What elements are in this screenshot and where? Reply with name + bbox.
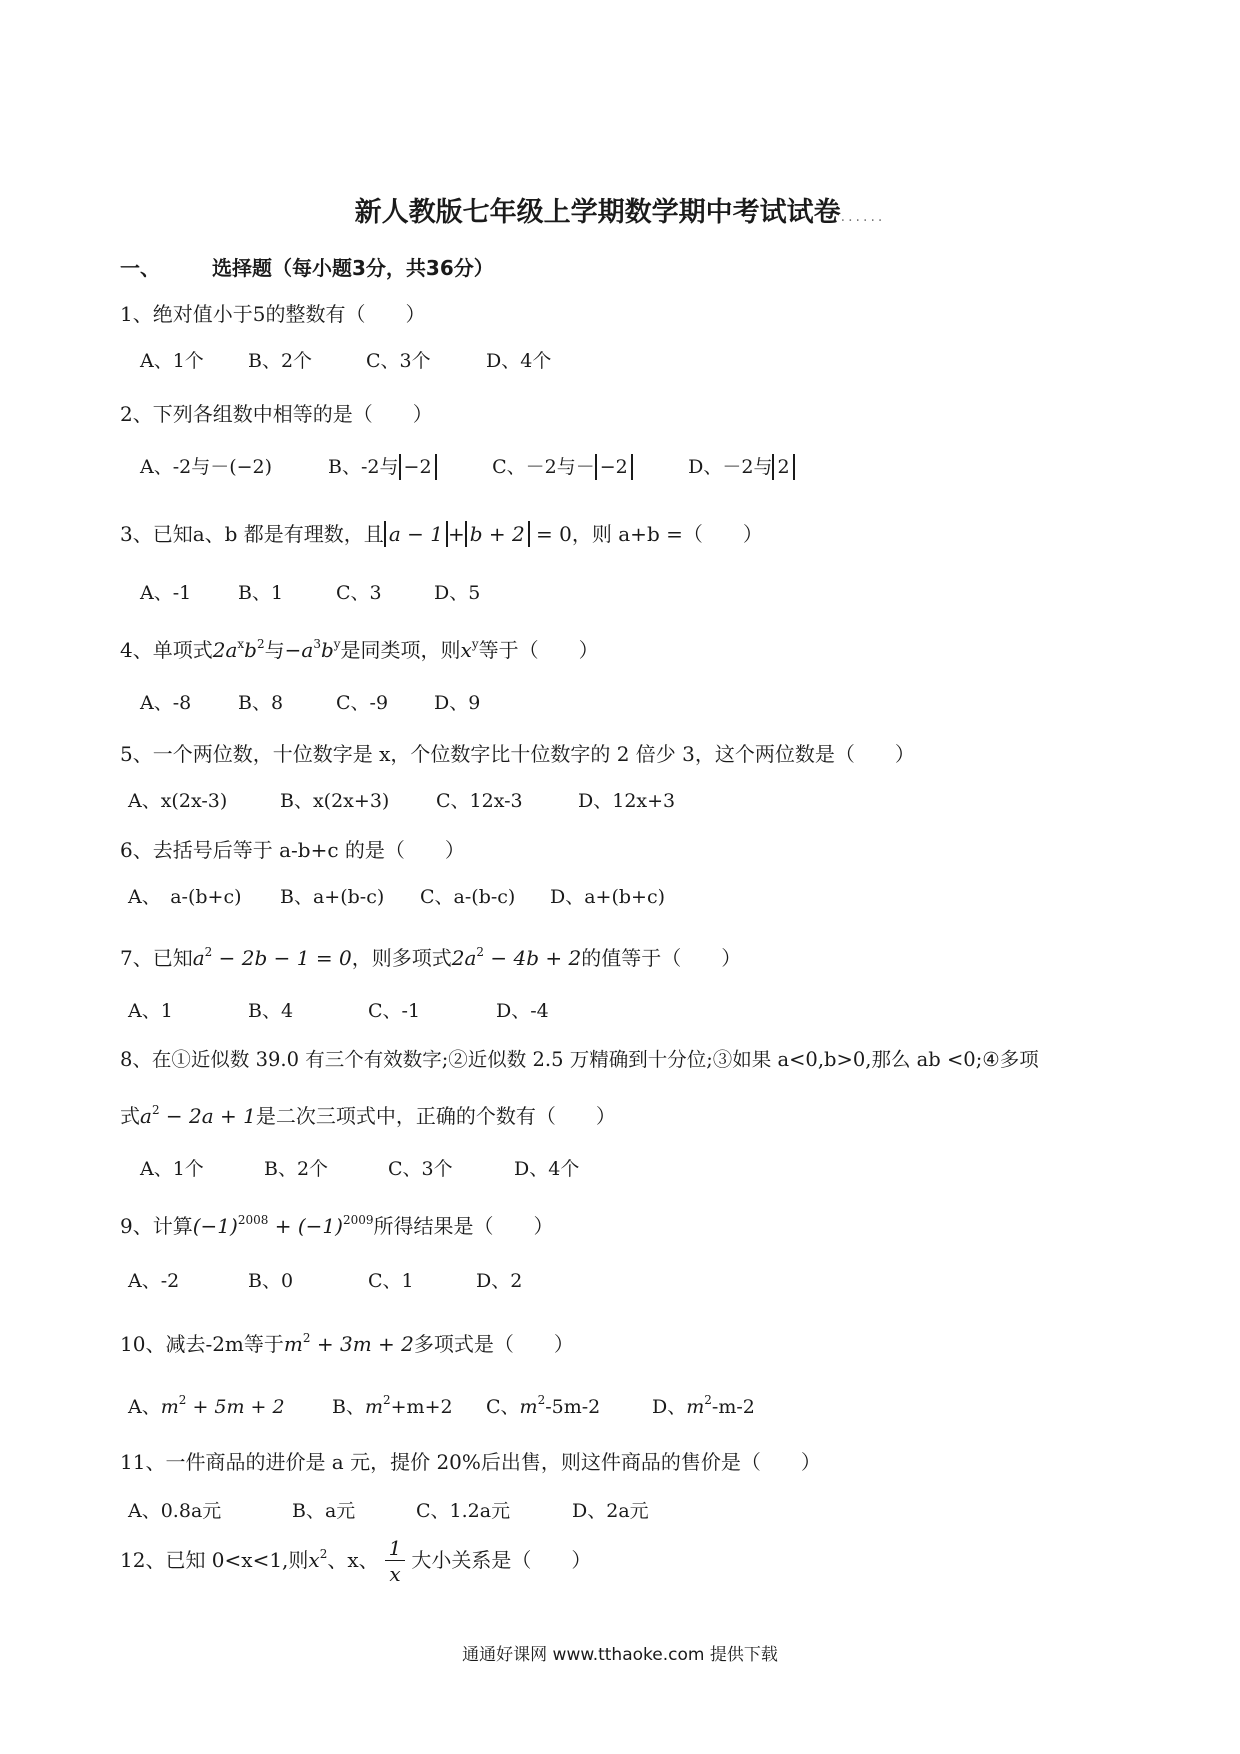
- q9-option-a: A、-2: [128, 1270, 180, 1292]
- q4-term-1-exp: x: [237, 637, 245, 651]
- q10-option-d: [652, 1392, 755, 1419]
- q3-pre: 3、已知a、b 都是有理数，且: [120, 522, 384, 546]
- q3-options: [140, 578, 480, 605]
- q2-option-b: [328, 452, 486, 480]
- q1-options: [140, 346, 551, 373]
- q4-term-1: [213, 638, 265, 662]
- q9-exp-1: 2008: [237, 1213, 269, 1227]
- q9-option-c: C、1: [368, 1270, 414, 1292]
- q5-options: [128, 786, 675, 813]
- q9-option-b: B、0: [248, 1270, 294, 1292]
- q8-poly-exp: 2: [151, 1103, 160, 1117]
- q4-term-1-b-exp: 2: [256, 637, 265, 651]
- section-number: 一、: [120, 256, 160, 280]
- q10-option-a: [128, 1392, 332, 1419]
- q10-option-c-label: C、: [486, 1396, 520, 1418]
- q9-post: 所得结果是（ ）: [373, 1214, 554, 1238]
- q10-option-c: [486, 1392, 652, 1419]
- q10-option-a-label: A、: [128, 1396, 161, 1418]
- q1-option-d: D、4个: [486, 350, 552, 372]
- q7-option-c: C、-1: [368, 1000, 421, 1022]
- q4-option-b: B、8: [238, 692, 284, 714]
- q2-option-a: A、-2与－(−2): [140, 456, 273, 478]
- q4-option-a: A、-8: [140, 692, 192, 714]
- q11-option-d: D、2a元: [572, 1500, 649, 1522]
- q2-option-d: [688, 452, 794, 480]
- q7-option-b: B、4: [248, 1000, 294, 1022]
- title-text: 新人教版七年级上学期数学期中考试试卷: [354, 197, 841, 228]
- q8-option-a: A、1个: [140, 1158, 204, 1180]
- q10-poly-exp: 2: [302, 1331, 311, 1345]
- q5-option-b: B、x(2x+3): [280, 790, 390, 812]
- q7-poly-rest: − 4b + 2: [484, 946, 582, 970]
- q10-poly-m: m: [283, 1332, 303, 1356]
- q7-eq-a: a: [192, 946, 205, 970]
- q2-option-d-abs: 2: [772, 454, 794, 480]
- q4-term-2-b-exp: y: [333, 637, 341, 651]
- q2-option-c: [492, 452, 682, 480]
- q8-pre: 式: [120, 1104, 140, 1128]
- q12-mid: 、x、: [327, 1548, 379, 1572]
- q9-plus: +: [268, 1214, 298, 1238]
- q10-option-b-exp: 2: [383, 1393, 391, 1407]
- q8-poly-a: a: [140, 1104, 152, 1128]
- q5-option-a: A、x(2x-3): [128, 790, 228, 812]
- q10-polynomial: [284, 1332, 414, 1356]
- q7-poly-exp: 2: [476, 945, 485, 959]
- q7-option-d: D、-4: [496, 1000, 549, 1022]
- q7-mid: ，则多项式: [351, 946, 452, 970]
- q10-option-c-exp: 2: [537, 1393, 546, 1407]
- q4-power-base: x: [460, 638, 472, 662]
- q10-option-c-rest: -5m-2: [545, 1396, 601, 1418]
- q4-options: [140, 688, 480, 715]
- q10-options: [128, 1392, 755, 1419]
- q8-post: 是二次三项式中，正确的个数有（ ）: [255, 1104, 616, 1128]
- q7-equation: [193, 946, 352, 970]
- q9-pre: 9、计算: [120, 1214, 193, 1238]
- question-2: [120, 398, 433, 427]
- q7-poly-a: 2a: [451, 946, 477, 970]
- q3-option-b: B、1: [238, 582, 284, 604]
- q3-post: = 0，则 a+b =（ ）: [529, 522, 763, 546]
- q10-poly-rest: + 3m + 2: [310, 1332, 414, 1356]
- question-10: [120, 1328, 574, 1357]
- q4-term-1-b: b: [244, 638, 257, 662]
- q6-option-d: D、a+(b+c): [550, 886, 666, 908]
- q1-option-a: A、1个: [140, 350, 204, 372]
- q2-option-b-abs: −2: [399, 454, 437, 480]
- q10-option-b-rest: +m+2: [390, 1396, 453, 1418]
- question-11: [120, 1446, 821, 1475]
- q6-option-c: C、a-(b-c): [420, 886, 516, 908]
- q11-option-c: C、1.2a元: [416, 1500, 511, 1522]
- q10-option-d-label: D、: [652, 1396, 687, 1418]
- q9-expression: [193, 1214, 374, 1238]
- q11-options: [128, 1496, 649, 1523]
- q9-option-d: D、2: [476, 1270, 523, 1292]
- q10-option-b-m: m: [364, 1396, 383, 1418]
- question-12: [120, 1536, 591, 1587]
- question-8: [120, 1044, 1039, 1072]
- q4-power: [461, 638, 479, 662]
- q11-option-b: B、a元: [292, 1500, 356, 1522]
- question-6: [120, 834, 465, 863]
- q9-options: [128, 1266, 522, 1293]
- q3-plus: +: [447, 522, 465, 546]
- title-dots: ......: [840, 209, 886, 225]
- q10-option-d-rest: -m-2: [711, 1396, 755, 1418]
- q3-abs-2: b + 2: [465, 521, 530, 547]
- q8-option-c: C、3个: [388, 1158, 453, 1180]
- q2-option-d-text: D、－2与: [688, 456, 773, 478]
- q4-pre: 4、单项式: [120, 638, 213, 662]
- q6-options: [128, 882, 665, 909]
- q11-option-a: A、0.8a元: [128, 1500, 222, 1522]
- q9-base-1: (−1): [192, 1214, 238, 1238]
- q12-x: x: [308, 1548, 320, 1572]
- question-3: [120, 518, 763, 547]
- q3-option-c: C、3: [336, 582, 382, 604]
- q7-post: 的值等于（ ）: [581, 946, 742, 970]
- q6-option-a: A、 a-(b+c): [128, 886, 242, 908]
- q4-option-d: D、9: [434, 692, 481, 714]
- q7-eq-exp: 2: [204, 945, 213, 959]
- q5-text: 5、一个两位数，十位数字是 x，个位数字比十位数字的 2 倍少 3，这个两位数是（ ）: [120, 742, 915, 766]
- q7-pre: 7、已知: [120, 946, 193, 970]
- q9-exp-2: 2009: [342, 1213, 374, 1227]
- q12-pre: 12、已知 0<x<1,则: [120, 1548, 309, 1572]
- q7-polynomial: [452, 946, 582, 970]
- page-title: [0, 190, 1240, 229]
- q8-line-1: 8、在①近似数 39.0 有三个有效数字;②近似数 2.5 万精确到十分位;③如果 a<0,b>0,那么 ab <0;④多项: [120, 1048, 1039, 1071]
- q10-option-a-exp: 2: [178, 1393, 187, 1407]
- q3-option-d: D、5: [434, 582, 481, 604]
- q12-numerator: 1: [385, 1536, 406, 1561]
- q10-option-b-label: B、: [332, 1396, 365, 1418]
- q3-option-a: A、-1: [140, 582, 192, 604]
- q4-term-1-base: 2a: [212, 638, 238, 662]
- q10-option-b: [332, 1392, 486, 1419]
- q12-fraction: [385, 1536, 406, 1587]
- question-9: [120, 1210, 554, 1239]
- q8-option-b: B、2个: [264, 1158, 329, 1180]
- q4-term-2: [285, 638, 341, 662]
- q10-option-d-exp: 2: [704, 1393, 712, 1407]
- q5-option-c: C、12x-3: [436, 790, 523, 812]
- q2-option-c-text: C、－2与－: [492, 456, 595, 478]
- q2-option-c-abs: −2: [595, 454, 633, 480]
- q4-mid: 与: [264, 638, 285, 662]
- q4-power-exp: y: [471, 637, 479, 651]
- q4-term-2-b: b: [320, 638, 334, 662]
- q8-poly-rest: − 2a + 1: [159, 1104, 256, 1128]
- q8-polynomial: [140, 1104, 256, 1128]
- q8-options: [140, 1154, 579, 1181]
- q4-option-c: C、-9: [336, 692, 389, 714]
- question-1: [120, 298, 425, 327]
- q10-option-a-rest: + 5m + 2: [186, 1396, 285, 1418]
- q1-option-b: B、2个: [248, 350, 313, 372]
- q3-abs-1: a − 1: [384, 521, 448, 547]
- q6-text: 6、去括号后等于 a-b+c 的是（ ）: [120, 838, 465, 862]
- q10-option-d-m: m: [686, 1396, 705, 1418]
- q8-option-d: D、4个: [514, 1158, 580, 1180]
- q7-options: [128, 996, 549, 1023]
- section-heading: [120, 252, 494, 281]
- q4-post-1: 是同类项，则: [340, 638, 461, 662]
- q2-options: [140, 452, 795, 480]
- question-7: [120, 942, 741, 971]
- q12-denominator: x: [389, 1562, 401, 1586]
- q4-term-2-exp: 3: [313, 637, 321, 651]
- q12-x-squared: [308, 1548, 327, 1572]
- section-label: 选择题（每小题3分，共36分）: [212, 256, 494, 280]
- question-5: [120, 738, 915, 767]
- q10-pre: 10、减去-2m等于: [120, 1332, 284, 1356]
- q1-text: 1、绝对值小于5的整数有（ ）: [120, 302, 426, 326]
- question-8-line-2: [120, 1100, 616, 1129]
- q12-x-exp: 2: [319, 1547, 328, 1561]
- footer-credit: 通通好课网 www.tthaoke.com 提供下载: [462, 1645, 778, 1665]
- question-4: [120, 634, 599, 663]
- q11-text: 11、一件商品的进价是 a 元，提价 20%后出售，则这件商品的售价是（ ）: [120, 1450, 821, 1474]
- q1-option-c: C、3个: [366, 350, 431, 372]
- q4-term-2-base: −a: [284, 638, 314, 662]
- q4-post-2: 等于（ ）: [478, 638, 599, 662]
- q10-option-c-m: m: [519, 1396, 538, 1418]
- q7-eq-rest: − 2b − 1 = 0: [212, 946, 352, 970]
- q9-base-2: (−1): [297, 1214, 343, 1238]
- q10-post: 多项式是（ ）: [413, 1332, 574, 1356]
- q6-option-b: B、a+(b-c): [280, 886, 385, 908]
- q5-option-d: D、12x+3: [578, 790, 676, 812]
- q7-option-a: A、1: [128, 1000, 173, 1022]
- q2-option-b-text: B、-2与: [328, 456, 399, 478]
- q10-option-a-m: m: [160, 1396, 179, 1418]
- q12-post: 大小关系是（ ）: [411, 1548, 592, 1572]
- q2-text: 2、下列各组数中相等的是（ ）: [120, 402, 433, 426]
